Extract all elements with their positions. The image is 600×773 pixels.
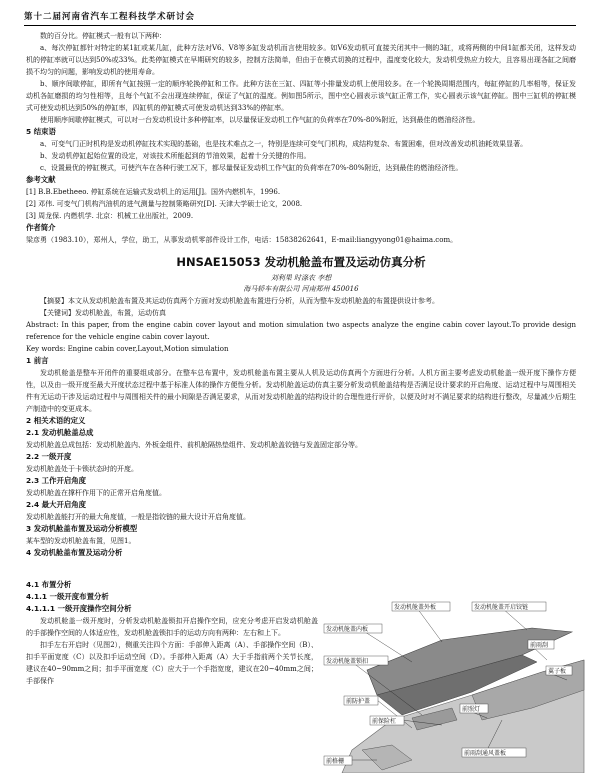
paragraph: b、顺序间歇停缸，即所有气缸按照一定的顺序轮换停缸和工作。此种方法在三缸、四缸等小排量发动机上使用较多。在一个轮换周期范围内，每缸停缸的几率相等，保证发动机各缸磨损的均匀性相等，且每个气缸不会出现连续停缸，保证了气缸的温度。例如图5所示，图中空心圆表示该气缸正常工作，实心圆表示该气缸停缸。图中三缸机的停缸模式可使发动机达到50%的停缸率，四缸机的停缸模式可使发动机达到33%的停缸率。 [26,80,576,112]
paragraph: 发动机舱盖能打开的最大角度值，一般是指铰链的最大设计开启角度值。 [26,513,250,521]
reference-item: [1] B.B.Ebetheeo. 停缸系统在运输式发动机上的运用[J]。国外内燃机车，1996. [26,188,281,196]
paragraph: 发动机舱盖总成包括：发动机舱盖内、外板金组件、前机舱隔热垫组件、发动机舱盖铰链与发盖固定部分等。 [26,441,362,449]
subsection-heading: 4.1.1.1 一级开度操作空间分析 [26,604,132,613]
label-fender: 翼子板 [548,668,567,675]
label-hood-inner-panel: 发动机舱盖内板 [326,626,369,633]
paragraph: 数的百分比。停缸模式一般有以下两种： [40,32,166,40]
article-authors: 刘利果 时涤农 李想 [270,274,332,282]
label-headlamp: 前照灯 [462,706,481,713]
paragraph: c、设置最优的停缸模式，可使汽车在各种行驶工况下，都尽量保证发动机工作气缸的负荷率在70%-80%附近，达到最佳的燃油经济性。 [40,164,463,172]
paragraph: 扣手左右开启时（见图2），侧重关注四个方面：手部伸入距离（A）、手部操作空间（B）、扣手平面宽度（C）以及扣手运动空间（D）。手部伸入距离（A）大于手指前两个关节长度，建议在40~90mm之间；扣手平面宽度（C）应大于一个手指宽度，建议在20~40mm之间；手部保作 [26,641,318,685]
label-hood-hinge: 发动机舱盖开启铰链 [474,604,529,611]
lower-left-column [26,579,318,687]
label-wiper-cowl: 前雨刮通风盖板 [464,750,507,757]
section-heading: 4 发动机舱盖布置及运动分析 [26,548,123,557]
keywords-cn: 【关键词】发动机舱盖，布置，运动仿真 [40,309,166,317]
paragraph: 发动机舱盖是整车开闭件的重要组成部分。在整车总布置中，发动机舱盖布置主要从人机及运动仿真两个方面进行分析。人机方面主要考虑发动机舱盖一级开度下操作方便性，以及由一级开度至最大开度状态过程中基于标准人体的操作方便性分析。发动机舱盖运动仿真主要分析发动机舱盖结构是否满足设计要求的开启角度、运动过程中与周围相关件有无运动干涉及运动过程中与周围相关件的最小间隙是否满足要求，从而对发动机舱盖的结构设计的合理性进行评价，以便及时对不满足要求的结构进行整改，尽量减少后期生产制造中的变更成本。 [26,369,576,413]
paragraph: 发动机舱盖在撑杆作用下的正常开启角度值。 [26,489,166,497]
label-front-bumper: 前保险杠 [372,718,397,725]
label-hood-latch: 发动机舱盖锁扣 [326,658,369,665]
paragraph: b、发动机停缸起始位置的设定，对该技术所能起到的节油效果，起着十分关键的作用。 [40,152,311,160]
article-title: HNSAE15053 发动机舱盖布置及运动仿真分析 [176,255,426,269]
subsection-heading: 4.1 布置分析 [26,580,72,589]
subsection-heading: 4.1.1 一级开度布置分析 [26,592,109,601]
conclusion-heading: 5 结束语 [26,127,56,136]
subsection-heading: 2.2 一级开度 [26,452,72,461]
section-heading: 2 相关术语的定义 [26,416,86,425]
label-front-wiper: 前雨刮 [530,642,549,649]
upper-text [26,30,576,559]
paragraph: a、每次停缸都针对特定的某1缸或某几缸，此种方法对V6、V8等多缸发动机而言使用较多。如V6发动机可直接关闭其中一侧的3缸，或将两侧的中间1缸都关闭，这样发动机的停缸率就可以达到50%或33%。此类停缸模式在早期研究的较多，控制方法简单，但由于在模式切换的过程中，温度变化较大，发动机受热应力较大，且容易出现各缸之间磨损不均匀的问题，影响发动机的使用寿命。 [26,44,576,76]
label-front-guard: 前防护盖 [346,698,371,705]
paragraph: 发动机舱盖一级开度时，分析发动机舱盖锁扣开启操作空间，应充分考虑开启发动机舱盖的手部操作空间的人体适应性，发动机舱盖锁扣手的运动方向有两种：左右和上下。 [26,617,318,637]
abstract-en: Abstract: In this paper, from the engine cabin cover layout and motion simulation two aspects analyze the engine cabin cover layout.To provide design reference for the vehicle engine cabin cover layout. [26,321,576,341]
paragraph: a、可变气门正时机构是发动机停缸技术实现的基础，也是技术难点之一，特别是连续可变气门机构，成结构复杂、布置困难，但对改善发动机油耗效果显著。 [40,140,528,148]
paragraph: 某车型的发动机舱盖布置，见图1。 [26,537,136,545]
section-heading: 1 前言 [26,356,49,365]
label-front-grille: 前格栅 [326,758,345,765]
article-affiliation: 海马轿车有限公司 河南郑州 450016 [243,285,359,293]
references-heading: 参考文献 [26,175,56,184]
author-heading: 作者简介 [26,223,56,232]
reference-item: [3] 周龙保. 内燃机学. 北京：机械工业出版社，2009. [26,212,194,220]
reference-item: [2] 邓伟. 可变气门机构汽油机的进气测量与控制策略研究[D]. 天津大学硕士论文，2008. [26,200,303,208]
subsection-heading: 2.4 最大开启角度 [26,500,87,509]
paragraph: 使用顺序间歇停缸模式，可以对一台发动机设计多种停缸率，以尽量保证发动机工作气缸的负荷率在70%-80%附近，达到最佳的燃油经济性。 [40,116,480,124]
section-heading: 3 发动机舱盖布置及运动分析模型 [26,524,138,533]
label-hood-outer-panel: 发动机舱盖外板 [394,604,437,611]
author-bio: 梁彦勇（1983.10），郑州人，学位，助工，从事发动机零部件设计工作，电话：15838262641，E-mail:liangyyong01@haima.com。 [26,236,458,244]
subsection-heading: 2.1 发动机舱盖总成 [26,428,94,437]
subsection-heading: 2.3 工作开启角度 [26,476,87,485]
keywords-en: Key words: Engine cabin cover,Layout,Motion simulation [26,345,229,353]
paragraph: 发动机舱盖处于卡锁状态时的开度。 [26,465,138,473]
hood-diagram [322,600,586,773]
running-header: 第十二届河南省汽车工程科技学术研讨会 [24,10,576,26]
abstract-cn: 【摘要】本文从发动机舱盖布置及其运动仿真两个方面对发动机舱盖布置进行分析，从而为整车发动机舱盖的布置提供设计参考。 [40,297,439,305]
figure-hood-layout [322,600,586,773]
